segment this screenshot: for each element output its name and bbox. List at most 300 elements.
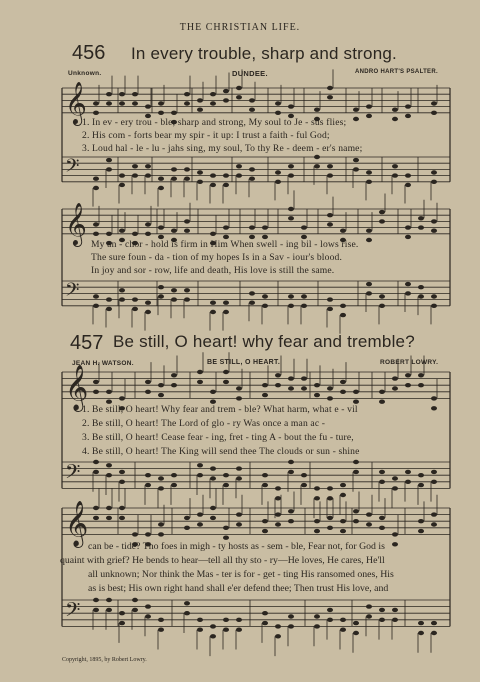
h456-system1-note <box>353 108 359 112</box>
h457-system1-note <box>106 390 112 394</box>
hymn-456-title: In every trouble, sharp and strong. <box>131 44 397 63</box>
hymn-457-s2-verse3: all unknown; Nor think the Mas - ter is for - get - ting His ransomed ones, His <box>88 569 394 580</box>
h457-system1-note <box>145 380 151 384</box>
h457-system2-note <box>340 529 346 533</box>
h457-system2-note <box>314 624 320 628</box>
h457-system1-note <box>340 493 346 497</box>
h457-system1-note <box>171 383 177 387</box>
h457-system1-note <box>353 470 359 474</box>
h456-system1-note <box>327 164 333 168</box>
h457-system1-note <box>405 480 411 484</box>
h457-system2-note <box>379 618 385 622</box>
h457-system1-note <box>197 370 203 374</box>
h456-system2-note <box>366 291 372 295</box>
running-head: THE CHRISTIAN LIFE. <box>179 22 301 33</box>
hymn-457-number: 457 <box>70 332 104 354</box>
hymn-457-s1-verse4: 4. Be still, O heart! The King will send thee The clouds or sun - shine <box>82 446 360 457</box>
h457-system1-note <box>327 496 333 500</box>
h456-system2-note <box>249 225 255 229</box>
h457-system2-note <box>236 512 242 516</box>
h456-system2-note <box>145 310 151 314</box>
h457-system1-note <box>106 463 112 467</box>
h457-system2-note <box>210 516 216 520</box>
h457-system1-note <box>262 393 268 397</box>
hymn-457-s2-verse2: quaint with grief? He bends to hear—tell all thy sto - ry—He loves, He cares, He'll <box>60 555 385 566</box>
copyright-note: Copyright, 1895, by Robert Lowry. <box>62 657 147 663</box>
h456-system1-note <box>288 164 294 168</box>
h456-system2-note <box>171 288 177 292</box>
h456-system2-note <box>288 216 294 220</box>
hymn-456-source: ANDRO HART'S PSALTER. <box>355 69 438 75</box>
h456-system1-note <box>249 108 255 112</box>
h456-system1-note <box>171 167 177 171</box>
h457-system1-note <box>223 473 229 477</box>
h456-system1-note <box>431 170 437 174</box>
h457-system2-note <box>223 526 229 530</box>
h457-system2-note <box>93 516 99 520</box>
h456-system2-note <box>418 225 424 229</box>
h457-system2-note <box>262 529 268 533</box>
h457-system1-note <box>197 380 203 384</box>
h456-system1-note <box>236 95 242 99</box>
h457-system2-note <box>106 598 112 602</box>
h456-system1-note <box>249 98 255 102</box>
h456-system1-note <box>158 177 164 181</box>
h456-system1-note <box>197 98 203 102</box>
h457-system1-note <box>288 460 294 464</box>
h456-system1-note <box>223 98 229 102</box>
h456-system2-note <box>431 219 437 223</box>
h457-system2-note <box>327 516 333 520</box>
h457-system1-note <box>353 390 359 394</box>
h457-system1-note <box>314 496 320 500</box>
h457-system2-note <box>223 628 229 632</box>
h456-system1-note <box>236 173 242 177</box>
h456-system1-note <box>106 167 112 171</box>
h457-system2-note <box>145 532 151 536</box>
h456-system2-note <box>106 307 112 311</box>
h457-system2-note <box>119 506 125 510</box>
h457-system2-note <box>158 532 164 536</box>
h456-system2-note <box>184 219 190 223</box>
h457-system2-note <box>184 526 190 530</box>
hymn-456-s2-verse3: In joy and sor - row, life and death, His love is still the same. <box>91 265 335 276</box>
h456-system1-note <box>431 101 437 105</box>
h456-system1-note <box>275 111 281 115</box>
h456-system1-note <box>223 183 229 187</box>
h456-system1-note <box>366 180 372 184</box>
h457-system1-note <box>93 460 99 464</box>
h457-system1-note <box>327 396 333 400</box>
h456-system2-note <box>379 294 385 298</box>
h456-system1-note <box>392 108 398 112</box>
h456-system1-note <box>158 101 164 105</box>
h456-system1-note <box>327 86 333 90</box>
h457-system1-note <box>418 483 424 487</box>
h457-system1-note <box>301 386 307 390</box>
hymn-456-s2-verse1: My an - chor - hold is firm in Him When swell - ing bil - lows rise. <box>91 239 359 250</box>
h456-system1-note <box>431 111 437 115</box>
h456-system1-note <box>184 177 190 181</box>
h456-system2-note <box>262 304 268 308</box>
h456-system2-note <box>327 307 333 311</box>
h456-system1-note <box>353 117 359 121</box>
h457-system2-note <box>158 618 164 622</box>
h456-system2-note <box>288 304 294 308</box>
h456-system1-note <box>145 164 151 168</box>
h456-system2-note <box>145 222 151 226</box>
h457-system2-note <box>132 598 138 602</box>
h457-system2-note <box>431 522 437 526</box>
h457-system2-note <box>340 618 346 622</box>
h456-system2-note <box>132 297 138 301</box>
hymn-456-s1-verse3: 3. Loud hal - le - lu - jahs sing, my soul, To thy Re - deem - er's name; <box>82 143 363 154</box>
h456-system1-note <box>171 177 177 181</box>
h457-system2-note <box>197 522 203 526</box>
h457-system2-treble-clef-icon: 𝄞 <box>65 500 89 547</box>
h457-system1-note <box>288 376 294 380</box>
h457-system1-note <box>145 473 151 477</box>
h457-system1-note <box>405 383 411 387</box>
h457-system2-note <box>314 529 320 533</box>
h457-system1-note <box>223 483 229 487</box>
h456-system2-note <box>93 232 99 236</box>
h456-system2-note <box>184 288 190 292</box>
h456-system2-note <box>301 304 307 308</box>
h457-system1-note <box>327 386 333 390</box>
h457-system1-note <box>314 486 320 490</box>
h456-system2-note <box>132 232 138 236</box>
h456-system1-note <box>93 111 99 115</box>
h456-system1-note <box>275 180 281 184</box>
hymn-457-s1-verse3: 3. Be still, O heart! Cease fear - ing, fret - ting A - bout the fu - ture, <box>82 432 354 443</box>
h457-system1-note <box>275 373 281 377</box>
h457-system2-note <box>119 621 125 625</box>
hymn-456-s2-verse2: The sure foun - da - tion of my hopes Is in a Sav - iour's blood. <box>91 252 343 263</box>
h457-system1-bass-clef-icon: 𝄢 <box>65 459 81 488</box>
h457-system1-note <box>93 390 99 394</box>
h456-system2-note <box>223 301 229 305</box>
h457-system1-note <box>379 400 385 404</box>
h456-system2-note <box>418 294 424 298</box>
h456-system1-note <box>184 92 190 96</box>
h456-system2-note <box>119 288 125 292</box>
h456-system1-note <box>158 111 164 115</box>
h457-system2-note <box>236 628 242 632</box>
h457-system2-note <box>184 516 190 520</box>
h456-system1-note <box>119 101 125 105</box>
h456-system2-note <box>210 232 216 236</box>
h457-system1-note <box>418 383 424 387</box>
h457-system1-note <box>405 373 411 377</box>
h457-system2-note <box>314 519 320 523</box>
h456-system2-note <box>405 282 411 286</box>
h456-system2-note <box>119 229 125 233</box>
h456-system1-note <box>132 164 138 168</box>
h457-system2-bass-clef-icon: 𝄢 <box>65 597 81 626</box>
h457-system1-note <box>171 473 177 477</box>
h456-system1-note <box>93 186 99 190</box>
h457-system2-note <box>288 519 294 523</box>
h456-system2-note <box>366 282 372 286</box>
h457-system2-note <box>366 512 372 516</box>
h456-system1-note <box>132 101 138 105</box>
h457-system2-note <box>418 529 424 533</box>
h457-system2-note <box>288 614 294 618</box>
h457-system1-note <box>262 483 268 487</box>
h456-system2-note <box>301 294 307 298</box>
h456-system2-note <box>158 285 164 289</box>
h457-system2-note <box>353 631 359 635</box>
h456-system1-note <box>210 92 216 96</box>
h457-system2-note <box>431 631 437 635</box>
h457-system2-note <box>145 604 151 608</box>
hymn-457-title: Be still, O heart! why fear and tremble? <box>113 332 415 351</box>
h457-system1-note <box>431 396 437 400</box>
h456-system2-note <box>106 297 112 301</box>
h457-system2-note <box>236 618 242 622</box>
h457-system2-note <box>223 618 229 622</box>
h457-system1-note <box>392 386 398 390</box>
h457-system2-note <box>145 614 151 618</box>
h456-system2-note <box>366 229 372 233</box>
h457-system1-note <box>171 483 177 487</box>
h456-system1-note <box>171 111 177 115</box>
h456-system2-note <box>184 297 190 301</box>
hymn-456-s1-verse2: 2. His com - forts bear my spir - it up: I trust a faith - ful God; <box>82 130 330 141</box>
h457-system1-note <box>327 486 333 490</box>
h457-system2-note <box>353 621 359 625</box>
h457-system2-note <box>275 624 281 628</box>
h456-system2-bass-clef-icon: 𝄢 <box>65 279 80 306</box>
h457-system2-note <box>392 608 398 612</box>
h456-system2-note <box>119 297 125 301</box>
h457-system1-note <box>210 466 216 470</box>
h457-system1-note <box>314 383 320 387</box>
h457-system2-note <box>392 542 398 546</box>
h457-system2-note <box>366 604 372 608</box>
h457-system2-note <box>184 601 190 605</box>
h457-system2-note <box>379 526 385 530</box>
h457-system2-note <box>353 509 359 513</box>
h457-system2-note <box>210 506 216 510</box>
h456-system1-note <box>158 186 164 190</box>
h457-system1-note <box>392 486 398 490</box>
h457-system2-note <box>340 628 346 632</box>
h457-system1-treble-clef-icon: 𝄞 <box>65 364 89 411</box>
h456-system2-note <box>418 216 424 220</box>
h457-system1-note <box>379 470 385 474</box>
h457-system1-note <box>93 380 99 384</box>
h456-system1-note <box>327 173 333 177</box>
h457-system2-note <box>275 634 281 638</box>
h457-system2-note <box>431 512 437 516</box>
h457-system1-note <box>236 466 242 470</box>
h457-system1-note <box>418 473 424 477</box>
hymn-456-tune: DUNDEE. <box>232 69 268 78</box>
h457-system2-note <box>340 519 346 523</box>
h456-system1-bass-clef-icon: 𝄢 <box>65 155 80 182</box>
h457-system1-note <box>340 390 346 394</box>
h457-system2-note <box>132 532 138 536</box>
h456-system2-note <box>106 232 112 236</box>
h457-system2-note <box>327 526 333 530</box>
h457-system1-note <box>392 476 398 480</box>
h456-system1-note <box>405 114 411 118</box>
h457-system2-note <box>327 618 333 622</box>
h456-system1-note <box>275 101 281 105</box>
hymn-457-s2-verse1: can be - tide? Tho foes in migh - ty hosts as - sem - ble, Fear not, for God is <box>88 541 385 552</box>
h456-system2-note <box>405 225 411 229</box>
h457-system2-note <box>366 522 372 526</box>
h456-system2-note <box>431 294 437 298</box>
h456-system2-note <box>379 304 385 308</box>
h457-system1-note <box>405 470 411 474</box>
h456-system2-note <box>132 307 138 311</box>
h457-system2-note <box>262 519 268 523</box>
h457-system1-note <box>392 376 398 380</box>
h457-system2-note <box>314 614 320 618</box>
h456-system1-note <box>223 173 229 177</box>
h457-system1-note <box>379 390 385 394</box>
h456-system1-note <box>197 180 203 184</box>
h456-system2-note <box>262 294 268 298</box>
h457-system2-note <box>119 516 125 520</box>
h456-system1-note <box>392 173 398 177</box>
h456-system1-note <box>119 173 125 177</box>
h457-system1-note <box>301 376 307 380</box>
h456-system1-note <box>106 101 112 105</box>
h456-system1-note <box>236 86 242 90</box>
h457-system2-note <box>106 608 112 612</box>
h457-system2-note <box>379 608 385 612</box>
h457-system2-note <box>158 628 164 632</box>
h456-system2-note <box>210 301 216 305</box>
h456-system1-note <box>392 117 398 121</box>
h456-system2-note <box>210 310 216 314</box>
h457-system1-note <box>158 393 164 397</box>
h456-system1-note <box>93 177 99 181</box>
h457-system1-note <box>379 480 385 484</box>
h456-system2-note <box>145 301 151 305</box>
hymn-456-s1-verse1: 1. In ev - ery trou - ble, sharp and strong, My soul to Je - sus flies; <box>82 117 347 128</box>
h456-system1-note <box>145 173 151 177</box>
h456-system1-note <box>106 92 112 96</box>
h457-system2-note <box>275 522 281 526</box>
h456-system2-treble-clef-icon: 𝄞 <box>65 200 87 245</box>
h456-system2-note <box>158 225 164 229</box>
h456-system2-note <box>288 294 294 298</box>
h457-system2-note <box>392 618 398 622</box>
h457-system2-note <box>184 611 190 615</box>
h456-system2-note <box>340 229 346 233</box>
h456-system1-note <box>314 155 320 159</box>
h456-system1-note <box>314 164 320 168</box>
h457-system1-note <box>340 483 346 487</box>
h456-system2-note <box>431 304 437 308</box>
h456-system1-note <box>210 173 216 177</box>
h456-system1-note <box>119 183 125 187</box>
h456-system2-note <box>327 297 333 301</box>
h457-system2-note <box>236 522 242 526</box>
h457-system1-note <box>262 473 268 477</box>
h456-system1-note <box>353 158 359 162</box>
h457-system2-note <box>93 608 99 612</box>
h457-system2-note <box>197 618 203 622</box>
h456-system1-note <box>93 101 99 105</box>
h457-system2-note <box>275 512 281 516</box>
hymn-457-s2-verse4: as is best; His own right hand shall e'er defend thee; Then trust His love, and <box>88 583 389 594</box>
h456-system1-note <box>119 92 125 96</box>
h457-system1-note <box>197 473 203 477</box>
hymn-457-s1-verse1: 1. Be still, O heart! Why fear and trem - ble? What harm, what e - vil <box>82 404 358 415</box>
h457-system1-note <box>158 486 164 490</box>
h457-system2-note <box>288 509 294 513</box>
h456-system2-note <box>262 225 268 229</box>
h456-system1-note <box>223 89 229 93</box>
h456-system2-note <box>327 222 333 226</box>
h457-system2-note <box>431 621 437 625</box>
h457-system2-note <box>379 516 385 520</box>
h456-system1-note <box>184 101 190 105</box>
h456-system1-note <box>405 183 411 187</box>
h456-system1-note <box>249 177 255 181</box>
h457-system1-note <box>418 373 424 377</box>
h457-system1-note <box>93 470 99 474</box>
hymn-457-s1-verse2: 2. Be still, O heart! The Lord of glo - ry Was once a man ac - <box>82 418 326 429</box>
h457-system1-note <box>431 470 437 474</box>
h457-system2-note <box>418 631 424 635</box>
h457-system1-note <box>236 476 242 480</box>
h457-system1-note <box>288 386 294 390</box>
h457-system1-note <box>314 393 320 397</box>
h457-system2-note <box>93 598 99 602</box>
h457-system1-note <box>301 483 307 487</box>
h457-system1-note <box>158 476 164 480</box>
h457-system2-note <box>418 519 424 523</box>
h457-system2-note <box>210 634 216 638</box>
h457-system2-note <box>288 624 294 628</box>
h457-system1-note <box>210 476 216 480</box>
h457-system1-note <box>210 390 216 394</box>
h456-system1-note <box>132 92 138 96</box>
h456-system1-note <box>210 101 216 105</box>
h456-system2-note <box>418 285 424 289</box>
h457-system1-note <box>106 473 112 477</box>
h456-system2-note <box>93 222 99 226</box>
h457-system2-note <box>223 536 229 540</box>
h457-system1-note <box>119 480 125 484</box>
h456-system2-note <box>340 313 346 317</box>
h457-system1-note <box>236 396 242 400</box>
h457-system2-note <box>106 516 112 520</box>
h456-system1-note <box>314 108 320 112</box>
h456-system1-note <box>353 167 359 171</box>
h456-system2-note <box>431 229 437 233</box>
h456-system2-note <box>327 213 333 217</box>
h456-system1-note <box>431 180 437 184</box>
h456-system1-note <box>132 173 138 177</box>
h457-system2-note <box>418 621 424 625</box>
h457-system1-note <box>223 370 229 374</box>
h457-system2-note <box>327 608 333 612</box>
h456-system1-note <box>275 170 281 174</box>
h456-system1-note <box>366 104 372 108</box>
h457-system1-note <box>145 390 151 394</box>
h456-system2-note <box>301 225 307 229</box>
h457-system2-note <box>210 624 216 628</box>
h457-system2-note <box>197 512 203 516</box>
